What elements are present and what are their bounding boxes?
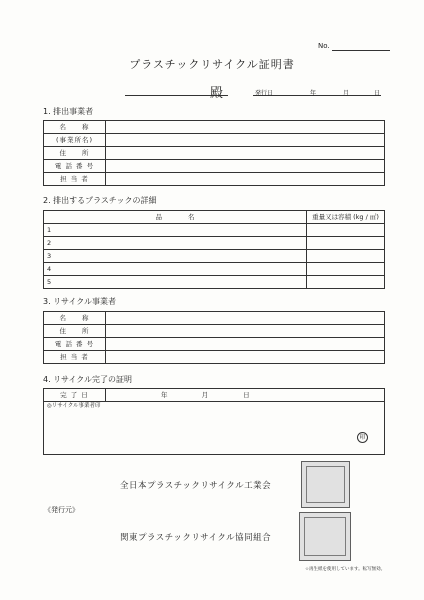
table-row: [44, 312, 385, 325]
issue-day-label: 日: [374, 90, 381, 97]
table-row: [44, 276, 385, 289]
item-row-4[interactable]: 4: [44, 263, 307, 276]
table-row: [44, 263, 385, 276]
table-row: [44, 338, 385, 351]
table-row: [44, 134, 385, 147]
table-row: [44, 224, 385, 237]
volume-field-4[interactable]: [307, 263, 385, 276]
item-row-1[interactable]: 1: [44, 224, 307, 237]
table-row: [44, 351, 385, 364]
recipient-honorific: 殿: [210, 86, 224, 101]
discharger-phone-field[interactable]: [106, 160, 385, 173]
completion-year-label: 年: [161, 391, 168, 399]
volume-field-2[interactable]: [307, 237, 385, 250]
section1-heading: 1. 排出事業者: [43, 107, 94, 116]
table-row: [44, 173, 385, 186]
discharger-address-label: 住 所: [44, 147, 106, 160]
recycler-address-label: 住 所: [44, 325, 106, 338]
table-row: [44, 325, 385, 338]
section3-heading: 3. リサイクル事業者: [43, 297, 117, 306]
item-column-header: 品 名: [44, 211, 307, 224]
item-row-3[interactable]: 3: [44, 250, 307, 263]
plastic-detail-table: [43, 210, 385, 289]
number-field[interactable]: [332, 50, 390, 51]
recycler-phone-label: 電 話 番 号: [44, 338, 106, 351]
discharger-office-field[interactable]: [106, 134, 385, 147]
discharger-contact-field[interactable]: [106, 173, 385, 186]
recycler-name-label: 名 称: [44, 312, 106, 325]
organization-seal-2-icon: [299, 512, 351, 561]
recycler-address-field[interactable]: [106, 325, 385, 338]
issue-date-label: 発行日: [255, 90, 274, 97]
item-row-5[interactable]: 5: [44, 276, 307, 289]
discharger-phone-label: 電 話 番 号: [44, 160, 106, 173]
completion-month-label: 月: [201, 391, 209, 399]
volume-column-header: 重量又は容積 (kg / ㎥): [307, 211, 385, 224]
document-title: プラスチックリサイクル証明書: [129, 58, 295, 71]
organization-name-1: 全日本プラスチックリサイクル工業会: [120, 481, 272, 491]
section4-heading: 4. リサイクル完了の証明: [43, 375, 133, 384]
seal-mark-icon: 印: [357, 432, 368, 443]
table-row: [44, 402, 385, 455]
discharger-name-field[interactable]: [106, 121, 385, 134]
recycler-seal-area[interactable]: [44, 402, 385, 455]
section2-heading: 2. 排出するプラスチックの詳細: [43, 196, 157, 205]
issue-year-label: 年: [310, 90, 317, 97]
table-row: [44, 121, 385, 134]
discharger-name-label: 名 称: [44, 121, 106, 134]
recycler-contact-label: 担 当 者: [44, 351, 106, 364]
completion-date-field[interactable]: [106, 389, 385, 402]
completion-day-label: 日: [243, 391, 250, 399]
organization-name-2: 関東プラスチックリサイクル協同組合: [120, 533, 272, 543]
discharger-table: [43, 120, 385, 186]
discharger-office-label: (事業所名): [44, 134, 106, 147]
completion-table: [43, 388, 385, 455]
recycler-phone-field[interactable]: [106, 338, 385, 351]
completion-date-label: 完 了 日: [44, 389, 106, 402]
recycler-name-field[interactable]: [106, 312, 385, 325]
table-header-row: [44, 211, 385, 224]
footer-note: ☆再生紙を使用しています。転写無効。: [305, 567, 386, 572]
volume-field-1[interactable]: [307, 224, 385, 237]
table-row: [44, 160, 385, 173]
publisher-label: 《発行元》: [44, 506, 79, 514]
issue-month-label: 月: [343, 90, 350, 97]
discharger-address-field[interactable]: [106, 147, 385, 160]
table-row: [44, 147, 385, 160]
volume-field-5[interactable]: [307, 276, 385, 289]
table-row: [44, 250, 385, 263]
number-label: No.: [318, 42, 330, 50]
volume-field-3[interactable]: [307, 250, 385, 263]
recycler-contact-field[interactable]: [106, 351, 385, 364]
item-row-2[interactable]: 2: [44, 237, 307, 250]
recycler-table: [43, 311, 385, 364]
organization-seal-1-icon: [301, 461, 350, 508]
table-row: [44, 237, 385, 250]
recycler-seal-label: ◎リサイクル事業者印: [47, 403, 101, 409]
discharger-contact-label: 担 当 者: [44, 173, 106, 186]
